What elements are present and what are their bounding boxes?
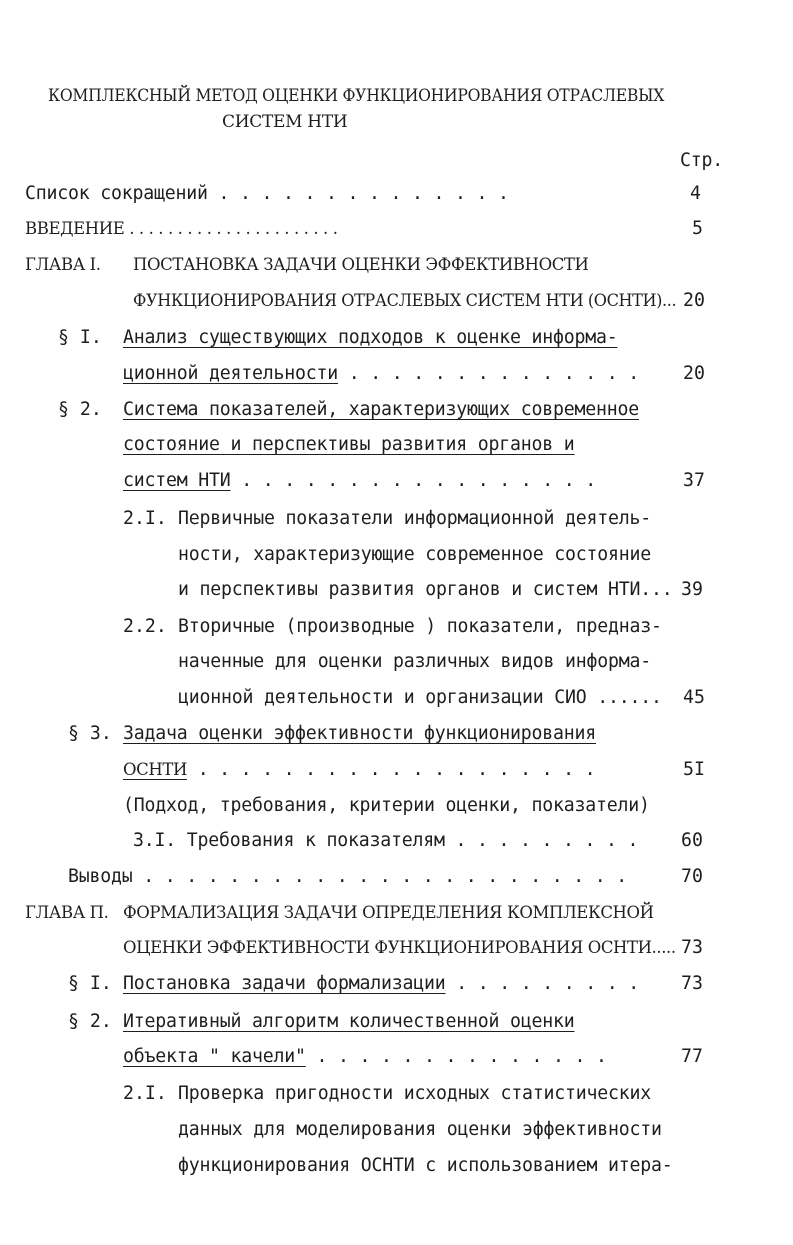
- document-title-line2: СИСТЕМ НТИ: [222, 112, 348, 132]
- toc-section-1-3-title-line2: [123, 759, 595, 781]
- toc-chapter-2-label: ГЛАВА П.: [25, 903, 109, 922]
- toc-section-2-2-title-line2: [123, 1046, 607, 1068]
- toc-subsection-2-2-1-line1: Проверка пригодности исходных статистических: [178, 1083, 651, 1104]
- toc-chapter-1-title-line1: ПОСТАНОВКА ЗАДАЧИ ОЦЕНКИ ЭФФЕКТИВНОСТИ: [133, 255, 589, 274]
- toc-section-1-2-title-line3: [123, 470, 596, 492]
- toc-subsection-2-1-line1: Первичные показатели информационной деятель-: [178, 508, 651, 529]
- toc-subsection-2-2-label: 2.2.: [123, 616, 167, 637]
- page-column-header: Стр.: [680, 150, 723, 171]
- toc-section-1-2-title-line1: Система показателей, характеризующих современное: [123, 399, 639, 420]
- toc-page-conclusions: 70: [681, 866, 703, 887]
- toc-section-1-1-title-line2-text: ционной деятельности: [123, 363, 338, 384]
- toc-entry-introduction: [25, 218, 338, 240]
- toc-page-subsection-2-2: 45: [683, 687, 705, 708]
- toc-entry-conclusions: Выводы . . . . . . . . . . . . . . . . . . . . . . .: [68, 866, 627, 887]
- toc-section-2-2-title-line2-text: объекта " качели": [123, 1046, 306, 1067]
- toc-section-1-3-title-line1: Задача оценки эффективности функционирования: [123, 723, 596, 744]
- toc-section-1-1-title-line2: [123, 363, 639, 385]
- toc-subsection-2-1-line3: и перспективы развития органов и систем НТИ...: [178, 579, 673, 600]
- toc-page-chapter-2: 73: [681, 937, 703, 958]
- toc-page-section-2-1: 73: [681, 973, 703, 994]
- toc-subsection-2-1-line2: ности, характеризующие современное состояние: [178, 544, 651, 565]
- toc-section-1-3-title-line2-text: ОСНТИ: [123, 760, 187, 779]
- toc-entry-abbreviations: Список сокращений . . . . . . . . . . . . . .: [25, 183, 509, 204]
- toc-section-1-3-leader-dots: . . . . . . . . . . . . . . . . . . .: [197, 759, 596, 780]
- toc-section-2-1-label: § I.: [68, 973, 112, 994]
- toc-page-introduction: 5: [692, 218, 703, 239]
- toc-section-2-1-title-text: Постановка задачи формализации: [123, 973, 446, 994]
- toc-section-1-3-note: (Подход, требования, критерии оценки, показатели): [123, 795, 650, 816]
- toc-page-section-1-3: 5I: [683, 759, 705, 780]
- toc-subsection-2-2-line1: Вторичные (производные ) показатели, предназ-: [178, 616, 662, 637]
- toc-section-2-1-title: [123, 973, 639, 995]
- toc-page-section-1-1: 20: [683, 363, 705, 384]
- toc-entry-introduction-text: ВВЕДЕНИЕ . . . . . . . . . . . . . . . . . . . . . .: [25, 219, 338, 238]
- toc-subsection-2-2-1-label: 2.I.: [123, 1083, 167, 1104]
- toc-section-2-1-leader-dots: . . . . . . . . .: [456, 973, 639, 994]
- toc-page-abbreviations: 4: [690, 183, 701, 204]
- toc-page-chapter-1: 20: [683, 290, 705, 311]
- toc-chapter-2-title-line2: ОЦЕНКИ ЭФФЕКТИВНОСТИ ФУНКЦИОНИРОВАНИЯ ОСНТИ.....: [123, 938, 676, 957]
- toc-section-2-2-leader-dots: . . . . . . . . . . . . . .: [316, 1046, 607, 1067]
- toc-subsection-2-2-line3: ционной деятельности и организации СИО ......: [178, 687, 662, 708]
- toc-page-subsection-3-1: 60: [681, 830, 703, 851]
- toc-section-2-2-title-line1: Итеративный алгоритм количественной оценки: [123, 1011, 575, 1032]
- toc-section-1-2-title-line2: состояние и перспективы развития органов и: [123, 434, 575, 455]
- toc-chapter-1-label: ГЛАВА I.: [25, 255, 101, 274]
- toc-page-section-1-2: 37: [683, 470, 705, 491]
- toc-section-1-2-leader-dots: . . . . . . . . . . . . . . . . .: [241, 470, 596, 491]
- toc-section-1-1-label: § I.: [58, 327, 102, 348]
- toc-page-section-2-2: 77: [681, 1046, 703, 1067]
- document-title-line1: КОМПЛЕКСНЫЙ МЕТОД ОЦЕНКИ ФУНКЦИОНИРОВАНИЯ ОТРАСЛЕВЫХ: [48, 86, 665, 106]
- toc-section-1-2-label: § 2.: [58, 399, 102, 420]
- toc-page-subsection-2-1: 39: [681, 579, 703, 600]
- toc-section-1-1-title-line1: Анализ существующих подходов к оценке информа-: [123, 327, 618, 348]
- toc-subsection-2-2-1-line2: данных для моделирования оценки эффективности: [178, 1119, 662, 1140]
- toc-chapter-1-title-line2: ФУНКЦИОНИРОВАНИЯ ОТРАСЛЕВЫХ СИСТЕМ НТИ (ОСНТИ)...: [133, 291, 677, 310]
- toc-chapter-2-title-line1: ФОРМАЛИЗАЦИЯ ЗАДАЧИ ОПРЕДЕЛЕНИЯ КОМПЛЕКСНОЙ: [123, 903, 654, 922]
- toc-section-2-2-label: § 2.: [68, 1011, 112, 1032]
- toc-section-1-1-leader-dots: . . . . . . . . . . . . . .: [348, 363, 639, 384]
- toc-subsection-3-1: 3.I. Требования к показателям . . . . . . . . .: [133, 830, 639, 851]
- toc-subsection-2-2-line2: наченные для оценки различных видов информа-: [178, 651, 651, 672]
- toc-subsection-2-2-1-line3: функционирования ОСНТИ с использованием итера-: [178, 1155, 673, 1176]
- toc-section-1-2-title-line3-text: систем НТИ: [123, 470, 231, 491]
- toc-section-1-3-label: § 3.: [68, 723, 112, 744]
- toc-subsection-2-1-label: 2.I.: [123, 508, 167, 529]
